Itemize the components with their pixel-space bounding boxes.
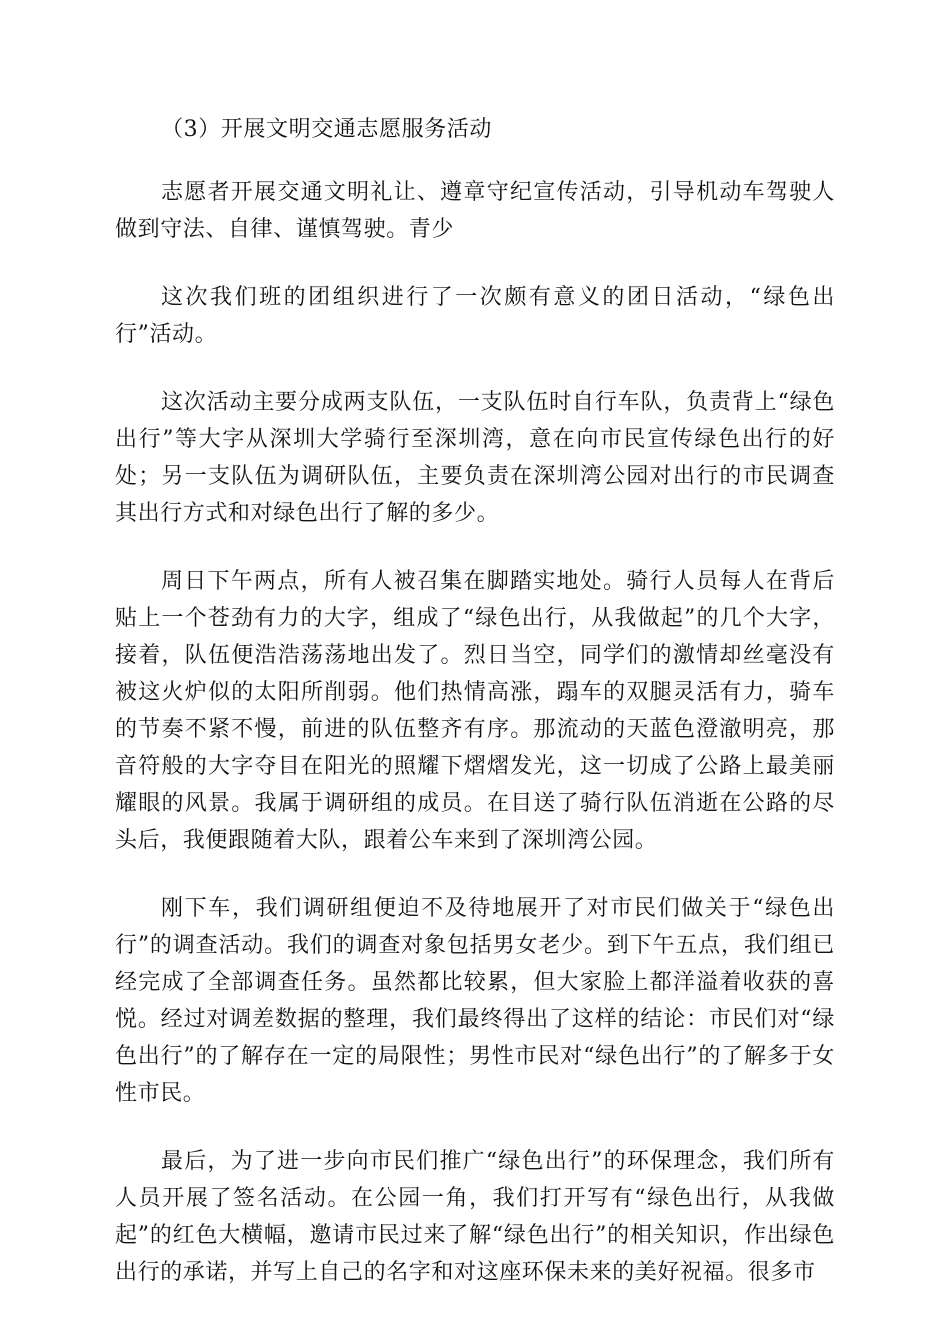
document-body [115, 111, 835, 1322]
paragraph-volunteer-activity: 志愿者开展交通文明礼让、遵章守纪宣传活动，引导机动车驾驶人做到守法、自律、谨慎驾驶。青少 [115, 180, 835, 242]
paragraph-intro: 这次我们班的团组织进行了一次颇有意义的团日活动，“绿色出行”活动。 [115, 285, 835, 347]
section-heading: （3）开展文明交通志愿服务活动 [161, 117, 492, 142]
paragraph-teams: 这次活动主要分成两支队伍，一支队伍时自行车队，负责背上“绿色出行”等大字从深圳大学骑行至深圳湾，意在向市民宣传绿色出行的好处；另一支队伍为调研队伍，主要负责在深圳湾公园对出行的市民调查其出行方式和对绿色出行了解的多少。 [115, 390, 835, 526]
paragraph-signing: 最后，为了进一步向市民们推广“绿色出行”的环保理念，我们所有人员开展了签名活动。在公园一角，我们打开写有“绿色出行，从我做起”的红色大横幅，邀请市民过来了解“绿色出行”的相关知识，作出绿色出行的承诺，并写上自己的名字和对这座环保未来的美好祝福。很多市 [115, 1149, 835, 1285]
paragraph-cycling: 周日下午两点，所有人被召集在脚踏实地处。骑行人员每人在背后贴上一个苍劲有力的大字，组成了“绿色出行，从我做起”的几个大字，接着，队伍便浩浩荡荡地出发了。烈日当空，同学们的激情却丝毫没有被这火炉似的太阳所削弱。他们热情高涨，蹋车的双腿灵活有力，骑车的节奏不紧不慢，前进的队伍整齐有序。那流动的天蓝色澄澈明亮，那音符般的大字夺目在阳光的照耀下熠熠发光，这一切成了公路上最美丽耀眼的风景。我属于调研组的成员。在目送了骑行队伍消逝在公路的尽头后，我便跟随着大队，跟着公车来到了深圳湾公园。 [115, 569, 835, 853]
paragraph-survey: 刚下车，我们调研组便迫不及待地展开了对市民们做关于“绿色出行”的调查活动。我们的调查对象包括男女老少。到下午五点，我们组已经完成了全部调查任务。虽然都比较累，但大家脸上都洋溢着收获的喜悦。经过对调差数据的整理，我们最终得出了这样的结论：市民们对“绿色出行”的了解存在一定的局限性；男性市民对“绿色出行”的了解多于女性市民。 [115, 896, 835, 1106]
